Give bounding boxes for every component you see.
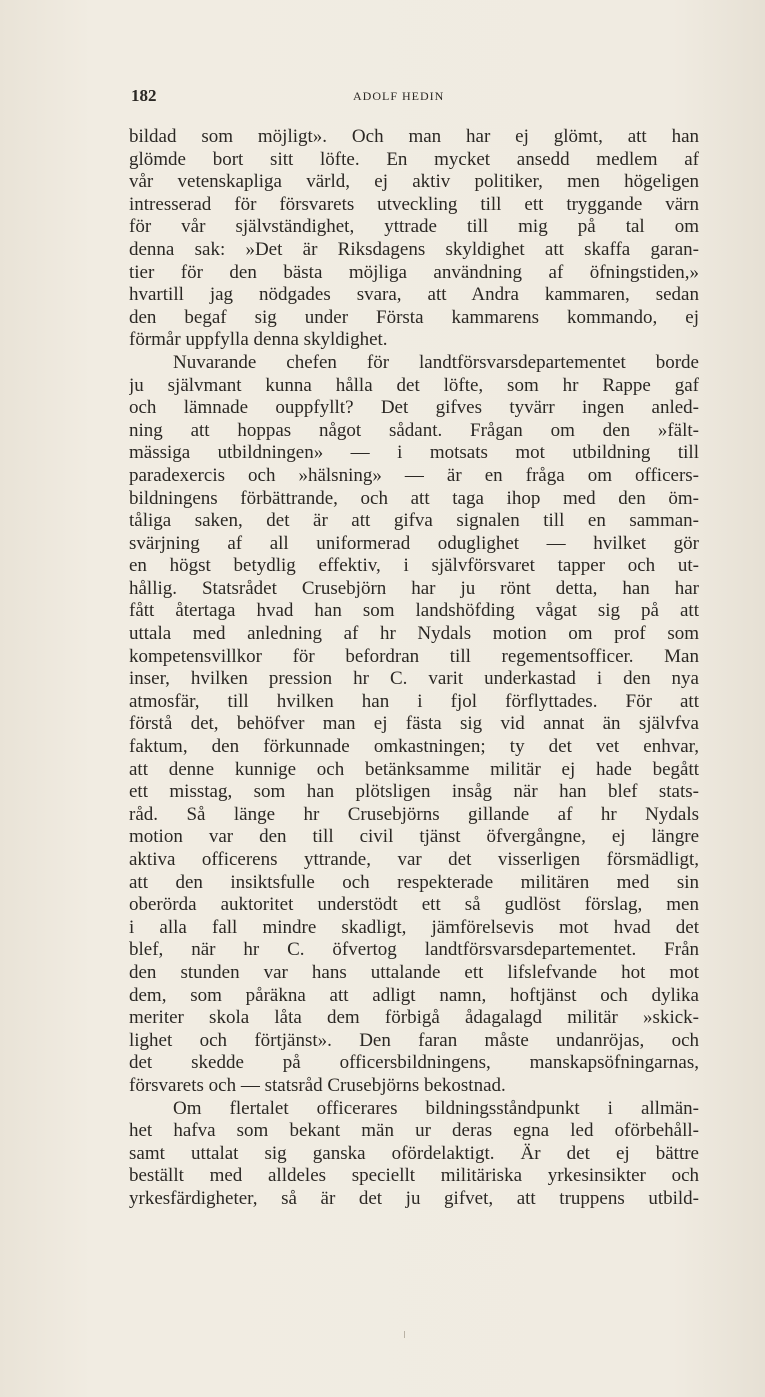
text-line: Nuvarande chefen för landtförsvarsdepartementet borde [173,351,699,373]
text-line: den stunden var hans uttalande ett lifslefvande hot mot [129,961,699,983]
text-line: förmår uppfylla denna skyldighet. [129,329,388,351]
text-line: aktiva officerens yttrande, var det visserligen försmädligt, [129,849,699,870]
text-line: tier för den bästa möjliga användning af öfningstiden,» [129,261,699,283]
text-line: vår vetenskapliga värld, ej aktiv politiker, men högeligen [129,171,699,193]
text-line: ning att hoppas något sådant. Frågan om den »fält- [129,419,699,441]
text-line: bildad som möjligt». Och man har ej glömt, att han [129,126,699,147]
text-line: att den insiktsfulle och respekterade militären med sin [129,871,699,893]
text-line: kompetensvillkor för befordran till regementsofficer. Man [129,645,699,667]
text-line: het hafva som bekant män ur deras egna led oförbehåll- [129,1120,699,1142]
text-line: fått återtaga hvad han som landshöfding vågat sig på att [129,600,699,622]
text-line: paradexercis och »hälsning» — är en fråga om officers- [129,464,699,486]
text-line: meriter skola låta dem förbigå ådagalagd militär »skick- [129,1007,699,1029]
text-line: oberörda auktoritet understödt ett så gudlöst förslag, men [129,894,699,916]
text-line: motion var den till civil tjänst öfvergångne, ej längre [129,826,699,848]
text-line: intresserad för försvarets utveckling till ett tryggande värn [129,193,699,215]
text-line: i alla fall mindre skadligt, jämförelsevis mot hvad det [129,916,699,938]
text-line: råd. Så länge hr Crusebjörns gillande af hr Nydals [129,803,699,825]
text-line: hållig. Statsrådet Crusebjörn har ju rönt detta, han har [129,577,699,599]
text-line: faktum, den förkunnade omkastningen; ty det vet enhvar, [129,736,699,758]
text-line: blef, när hr C. öfvertog landtförsvarsdepartementet. Från [129,939,699,961]
text-line: svärjning af all uniformerad oduglighet — hvilket gör [129,532,699,554]
text-line: glömde bort sitt löfte. En mycket ansedd medlem af [129,148,699,170]
text-line: lighet och förtjänst». Den faran måste undanröjas, och [129,1029,699,1051]
text-line: förstå det, behöfver man ej fästa sig vid annat än självfva [129,713,699,735]
text-line: och lämnade ouppfyllt? Det gifves tyvärr ingen anled- [129,397,699,419]
body-text [129,126,699,1211]
text-line: inser, hvilken pression hr C. varit underkastad i den nya [129,668,699,690]
page-number: 182 [131,86,157,105]
text-line: att denne kunnige och betänksamme militär ej hade begått [129,758,699,780]
text-line: hvartill jag nödgades svara, att Andra kammaren, sedan [129,284,699,306]
text-line: denna sak: »Det är Riksdagens skyldighet att skaffa garan- [129,238,699,260]
text-line: tåliga saken, det är att gifva signalen till en samman- [129,510,699,532]
text-line: Om flertalet officerares bildningsståndpunkt i allmän- [173,1097,699,1119]
text-line: det skedde på officersbildningens, manskapsöfningarnas, [129,1052,699,1074]
text-line: mässiga utbildningen» — i motsats mot utbildning till [129,442,699,464]
text-line: yrkesfärdigheter, så är det ju gifvet, att truppens utbild- [129,1187,699,1209]
text-line: för vår självständighet, yttrade till mig på tal om [129,216,699,238]
page-header [131,86,699,110]
text-line: atmosfär, till hvilken han i fjol förflyttades. För att [129,690,699,712]
paper-mark [404,1331,405,1338]
text-line: en högst betydlig effektiv, i självförsvaret tapper och ut- [129,555,699,577]
text-line: ett misstag, som han plötsligen insåg när han blef stats- [129,781,699,803]
text-line: uttala med anledning af hr Nydals motion om prof som [129,623,699,645]
text-line: den begaf sig under Första kammarens kommando, ej [129,306,699,328]
text-line: dem, som påräkna att adligt namn, hoftjänst och dylika [129,984,699,1006]
text-line: samt uttalat sig ganska ofördelaktigt. Är det ej bättre [129,1142,699,1164]
text-line: beställt med alldeles speciellt militäriska yrkesinsikter och [129,1165,699,1187]
running-head: ADOLF HEDIN [353,89,445,103]
text-line: ju självmant kunna hålla det löfte, som hr Rappe gaf [129,374,699,396]
text-line: bildningens förbättrande, och att taga ihop med den öm- [129,487,699,509]
text-line: försvarets och — statsråd Crusebjörns bekostnad. [129,1074,506,1096]
